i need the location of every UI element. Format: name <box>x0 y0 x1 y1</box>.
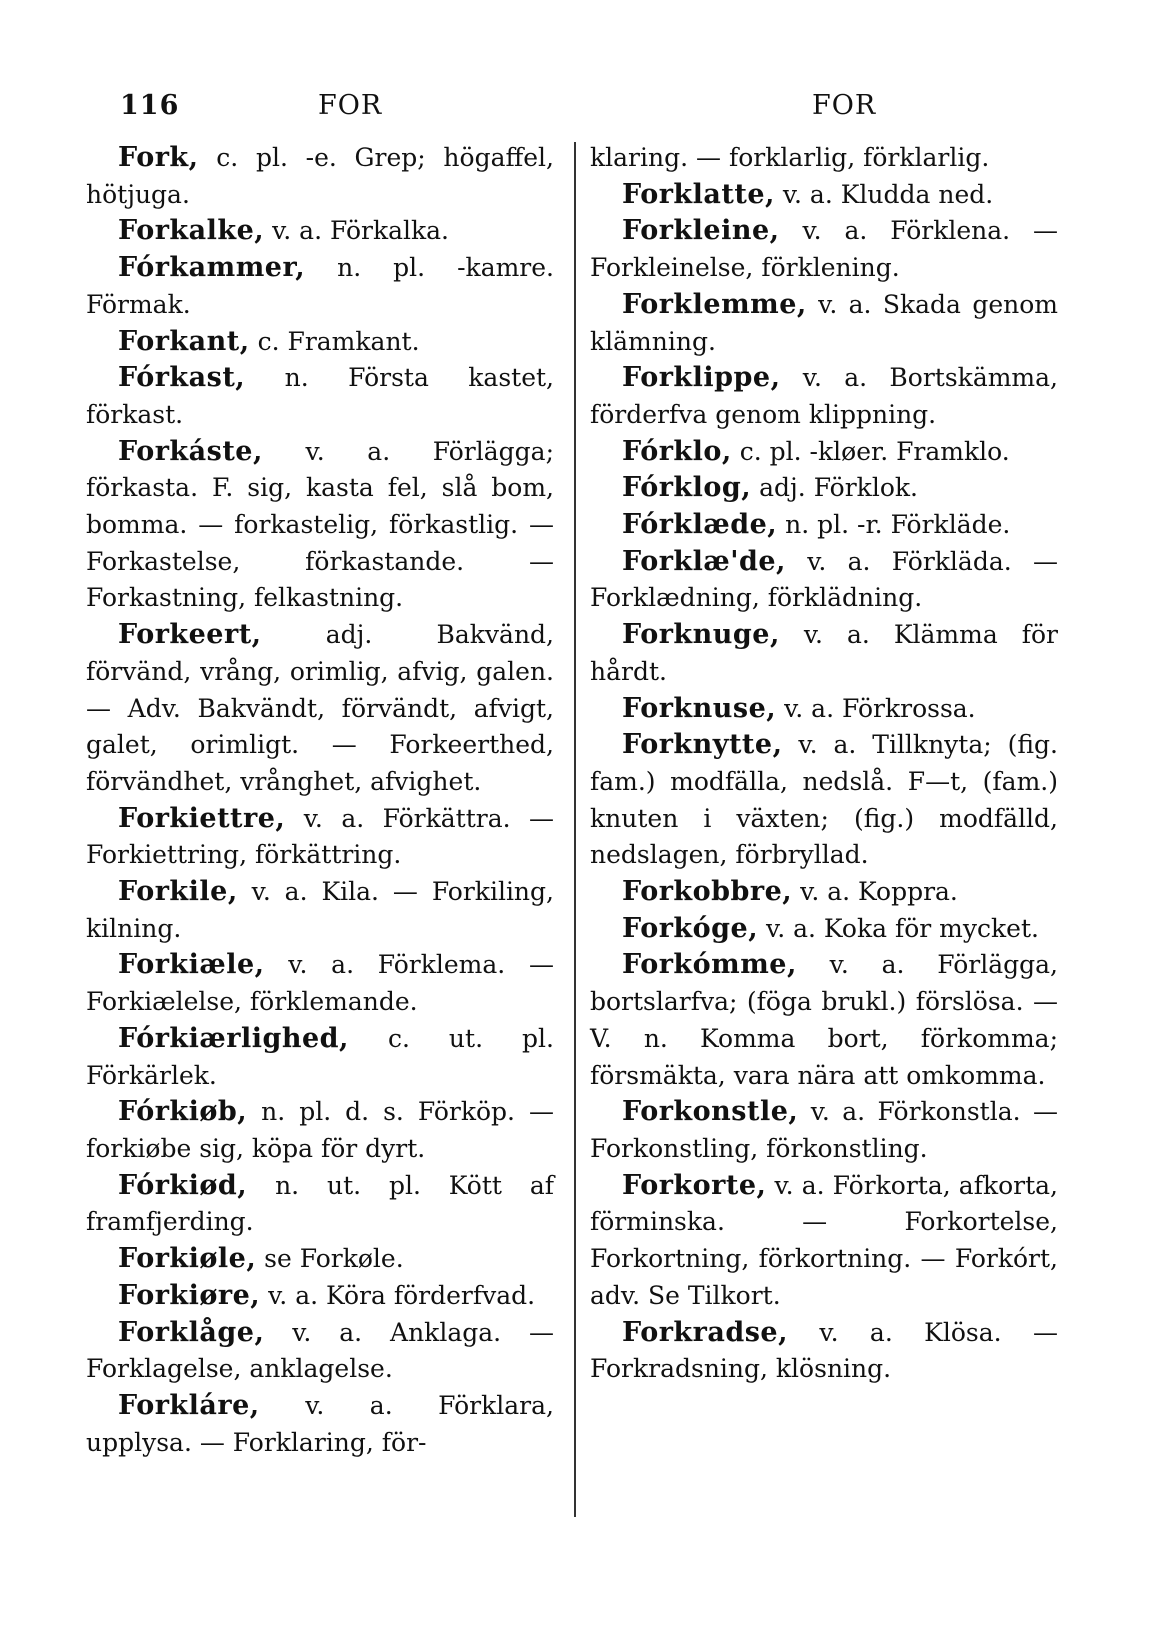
entry-definition: c. Framkant. <box>249 326 420 356</box>
entry-definition: c. ut. pl. Förkärlek. <box>86 1023 554 1090</box>
dictionary-entry <box>86 1278 554 1315</box>
entry-headword: Forkómme, <box>622 949 797 981</box>
dictionary-entry <box>590 507 1058 544</box>
dictionary-entry <box>590 947 1058 1094</box>
entry-headword: Forklæ'de, <box>622 545 786 577</box>
entry-headword: Forkiøre, <box>118 1279 261 1311</box>
column-divider <box>574 142 576 1517</box>
entry-headword: Forkiettre, <box>118 802 286 834</box>
dictionary-entry <box>590 727 1058 874</box>
dictionary-entry <box>86 947 554 1020</box>
entry-headword: Forklatte, <box>622 178 775 210</box>
entry-definition: v. a. Skada genom klämning. <box>590 289 1058 356</box>
entry-definition: c. pl. -e. Grep; högaffel, hötjuga. <box>86 143 554 209</box>
entry-definition: v. a. Förkalka. <box>264 216 449 246</box>
entry-definition: se Forkøle. <box>256 1244 404 1274</box>
entry-definition: n. ut. pl. Kött af framfjerding. <box>86 1170 554 1237</box>
entry-headword: Fórkiøb, <box>118 1096 248 1128</box>
dictionary-entry <box>86 360 554 433</box>
entry-headword: Forknuge, <box>622 619 780 651</box>
dictionary-entry <box>86 324 554 361</box>
entry-definition: n. Första kastet, förkast. <box>86 363 554 429</box>
entry-definition: v. a. Förklena. — Forkleinelse, förklening. <box>590 216 1058 283</box>
entry-definition: v. a. Förkorta, afkorta, förminska. — Forkortelse, Forkortning, förkortning. — Forkórt, adv. Se Tilkort. <box>590 1170 1058 1310</box>
dictionary-entry <box>86 617 554 801</box>
dictionary-entry <box>86 1315 554 1388</box>
entry-headword: Forkalke, <box>118 215 265 247</box>
dictionary-entry <box>590 287 1058 360</box>
dictionary-entry <box>590 1168 1058 1315</box>
entry-definition: v. a. Förklara, upplysa. — Forklaring, för- <box>86 1390 554 1457</box>
running-head-right: FOR <box>812 90 877 121</box>
entry-headword: Fórklæde, <box>622 509 778 541</box>
entry-definition: v. a. Förkläda. — Forklædning, förklädning. <box>590 546 1058 613</box>
entry-definition: klaring. — forklarlig, förklarlig. <box>590 143 990 172</box>
entry-headword: Forkáste, <box>118 435 263 467</box>
entry-headword: Forkláre, <box>118 1389 260 1421</box>
dictionary-entry <box>86 1241 554 1278</box>
dictionary-entry <box>86 250 554 323</box>
entry-headword: Forklemme, <box>622 288 807 320</box>
entry-headword: Forkradse, <box>622 1316 789 1348</box>
entry-headword: Forkeert, <box>118 619 262 651</box>
entry-headword: Fórkast, <box>118 362 246 394</box>
dictionary-entry <box>86 1021 554 1094</box>
entry-headword: Forknuse, <box>622 692 777 724</box>
entry-headword: Forkile, <box>118 876 238 908</box>
dictionary-entry <box>86 1388 554 1461</box>
entry-headword: Forkant, <box>118 325 250 357</box>
running-head-left: FOR <box>318 90 383 121</box>
dictionary-entry <box>86 801 554 874</box>
dictionary-entry <box>590 140 1058 177</box>
dictionary-entry <box>590 691 1058 728</box>
dictionary-entry <box>590 1315 1058 1388</box>
entry-headword: Forkonstle, <box>622 1096 799 1128</box>
entry-definition: v. a. Koppra. <box>792 877 958 907</box>
entry-headword: Forkiæle, <box>118 949 265 981</box>
dictionary-entry <box>86 874 554 947</box>
dictionary-entry <box>590 1094 1058 1167</box>
dictionary-entry <box>590 177 1058 214</box>
entry-headword: Forkobbre, <box>622 876 793 908</box>
dictionary-entry <box>590 360 1058 433</box>
entry-definition: n. pl. -r. Förkläde. <box>777 510 1011 540</box>
page-header <box>0 90 1152 130</box>
entry-headword: Forklippe, <box>622 362 781 394</box>
dictionary-entry <box>590 874 1058 911</box>
dictionary-entry <box>86 1094 554 1167</box>
entry-definition: v. a. Klösa. — Forkradsning, klösning. <box>590 1317 1058 1384</box>
dictionary-entry <box>590 544 1058 617</box>
dictionary-entry <box>86 213 554 250</box>
entry-definition: v. a. Kila. — Forkiling, kilning. <box>86 877 554 943</box>
entry-headword: Forkorte, <box>622 1169 767 1201</box>
entry-headword: Fórklo, <box>622 435 732 467</box>
entry-definition: v. a. Tillknyta; (fig. fam.) modfälla, nedslå. F—t, (fam.) knuten i växten; (fig.) modfälld, nedslagen, förbryllad. <box>590 730 1058 870</box>
entry-headword: Fórkammer, <box>118 252 306 284</box>
entry-headword: Fórkiærlighed, <box>118 1022 349 1054</box>
left-column <box>86 140 554 1461</box>
entry-definition: v. a. Förkrossa. <box>776 693 976 723</box>
page-number: 116 <box>120 90 180 121</box>
entry-definition: v. a. Klämma för hårdt. <box>590 620 1058 686</box>
entry-headword: Fórklog, <box>622 472 752 504</box>
dictionary-entry <box>86 140 554 213</box>
dictionary-entry <box>590 434 1058 471</box>
dictionary-entry <box>86 434 554 618</box>
entry-headword: Forklåge, <box>118 1316 265 1348</box>
entry-definition: v. a. Förkonstla. — Forkonstling, förkonstling. <box>590 1097 1058 1163</box>
entry-definition: v. a. Anklaga. — Forklagelse, anklagelse. <box>86 1317 554 1384</box>
entry-definition: adj. Förklok. <box>751 473 918 503</box>
entry-definition: n. pl. d. s. Förköp. — forkiøbe sig, köpa för dyrt. <box>86 1097 554 1163</box>
dictionary-entry <box>86 1168 554 1241</box>
entry-headword: Forknytte, <box>622 729 783 761</box>
entry-definition: n. pl. -kamre. Förmak. <box>86 253 554 319</box>
entry-definition: v. a. Förklema. — Forkiælelse, förklemande. <box>86 950 554 1017</box>
entry-definition: adj. Bakvänd, förvänd, vrång, orimlig, afvig, galen. — Adv. Bakvändt, förvändt, afvigt, galet, orimligt. — Forkeerthed, förvändhet, vrånghet, afvighet. <box>86 620 554 796</box>
entry-headword: Forkleine, <box>622 215 780 247</box>
entry-headword: Forkiøle, <box>118 1243 257 1275</box>
entry-headword: Fork, <box>118 142 199 173</box>
entry-definition: v. a. Förkättra. — Forkiettring, förkättring. <box>86 803 554 870</box>
entry-definition: v. a. Bortskämma, förderfva genom klippning. <box>590 363 1058 429</box>
entry-headword: Forkóge, <box>622 912 759 944</box>
dictionary-entry <box>590 911 1058 948</box>
entry-definition: c. pl. -kløer. Framklo. <box>731 436 1010 466</box>
dictionary-entry <box>590 470 1058 507</box>
entry-definition: v. a. Köra förderfvad. <box>260 1280 536 1310</box>
entry-definition: v. a. Förlägga; förkasta. F. sig, kasta fel, slå bom, bomma. — forkastelig, förkastlig. — Forkastelse, förkastande. — Forkastning, felkastning. <box>86 436 554 613</box>
dictionary-entry <box>590 213 1058 286</box>
entry-definition: v. a. Koka för mycket. <box>758 913 1039 943</box>
entry-headword: Fórkiød, <box>118 1169 248 1201</box>
dictionary-entry <box>590 617 1058 690</box>
right-column <box>590 140 1058 1388</box>
entry-definition: v. a. Förlägga, bortslarfva; (föga brukl.) förslösa. — V. n. Komma bort, förkomma; försmäkta, vara nära att omkomma. <box>590 950 1058 1090</box>
entry-definition: v. a. Kludda ned. <box>774 179 994 209</box>
